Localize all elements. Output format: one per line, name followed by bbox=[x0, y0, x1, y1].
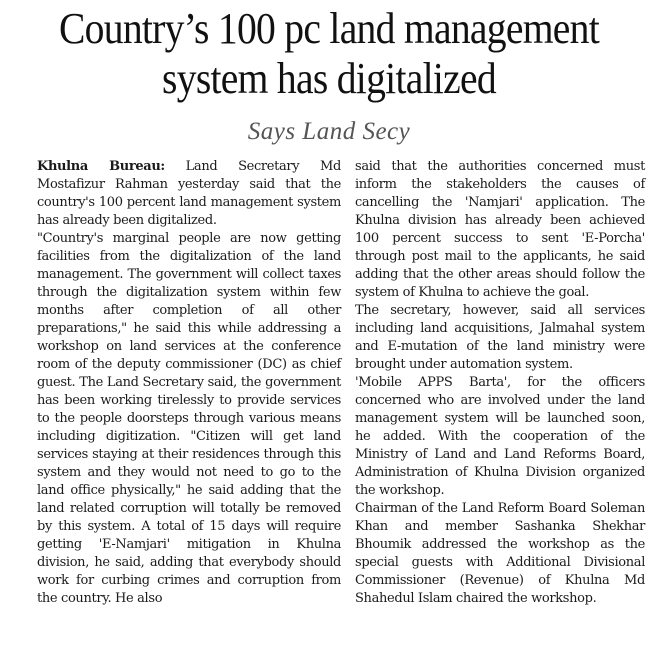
paragraph-lead bbox=[37, 158, 341, 230]
paragraph: The secretary, however, said all services including land acquisitions, Jalmahal system and E-mutation of the land ministry were brought under automation system. bbox=[355, 303, 645, 372]
paragraph: "Country's marginal people are now getting facilities from the digitalization of the land management. The government will collect taxes through the digitalization system within few months after completion of all other preparations," he said this while addressing a workshop on land services at the conference room of the deputy commissioner (DC) as chief guest. The Land Secretary said, the government has been working tirelessly to provide services to the people doorsteps through various means including digitization. "Citizen will get land services staying at their residences through this system and they would not need to go to the land office physically," he said adding that the land related corruption will totally be removed by this system. A total of 15 days will require getting 'E-Namjari' mitigation in Khulna division, he said, adding that everybody should work for curbing crimes and corruption from the country. He also bbox=[37, 231, 341, 606]
paragraph: Chairman of the Land Reform Board Soleman Khan and member Sashanka Shekhar Bhoumik addressed the workshop as the special guests with Additional Divisional Commissioner (Revenue) of Khulna Md Shahedul Islam chaired the workshop. bbox=[355, 501, 645, 606]
byline: Khulna Bureau: bbox=[37, 159, 165, 174]
article-column-right bbox=[355, 158, 645, 608]
paragraph: 'Mobile APPS Barta', for the officers concerned who are involved under the land management system will be launched soon, he added. With the cooperation of the Ministry of Land and Land Reforms Board, Administration of Khulna Division organized the workshop. bbox=[355, 375, 645, 498]
subheadline: Says Land Secy bbox=[247, 118, 411, 145]
headline bbox=[33, 4, 625, 104]
headline-line-1: Country’s 100 pc land management bbox=[58, 4, 600, 53]
headline-line-2: system has digitalized bbox=[162, 54, 496, 103]
lead-text: Land Secretary Md Mostafizur Rahman yesterday said that the country's 100 percent land management system has already been digitalized. bbox=[37, 159, 341, 228]
paragraph: said that the authorities concerned must inform the stakeholders the causes of cancelling the 'Namjari' application. The Khulna division has already been achieved 100 percent success to sent 'E-Porcha' through post mail to the applicants, he said adding that the other areas should follow the system of Khulna to achieve the goal. bbox=[355, 159, 645, 300]
article-column-left bbox=[37, 158, 341, 608]
